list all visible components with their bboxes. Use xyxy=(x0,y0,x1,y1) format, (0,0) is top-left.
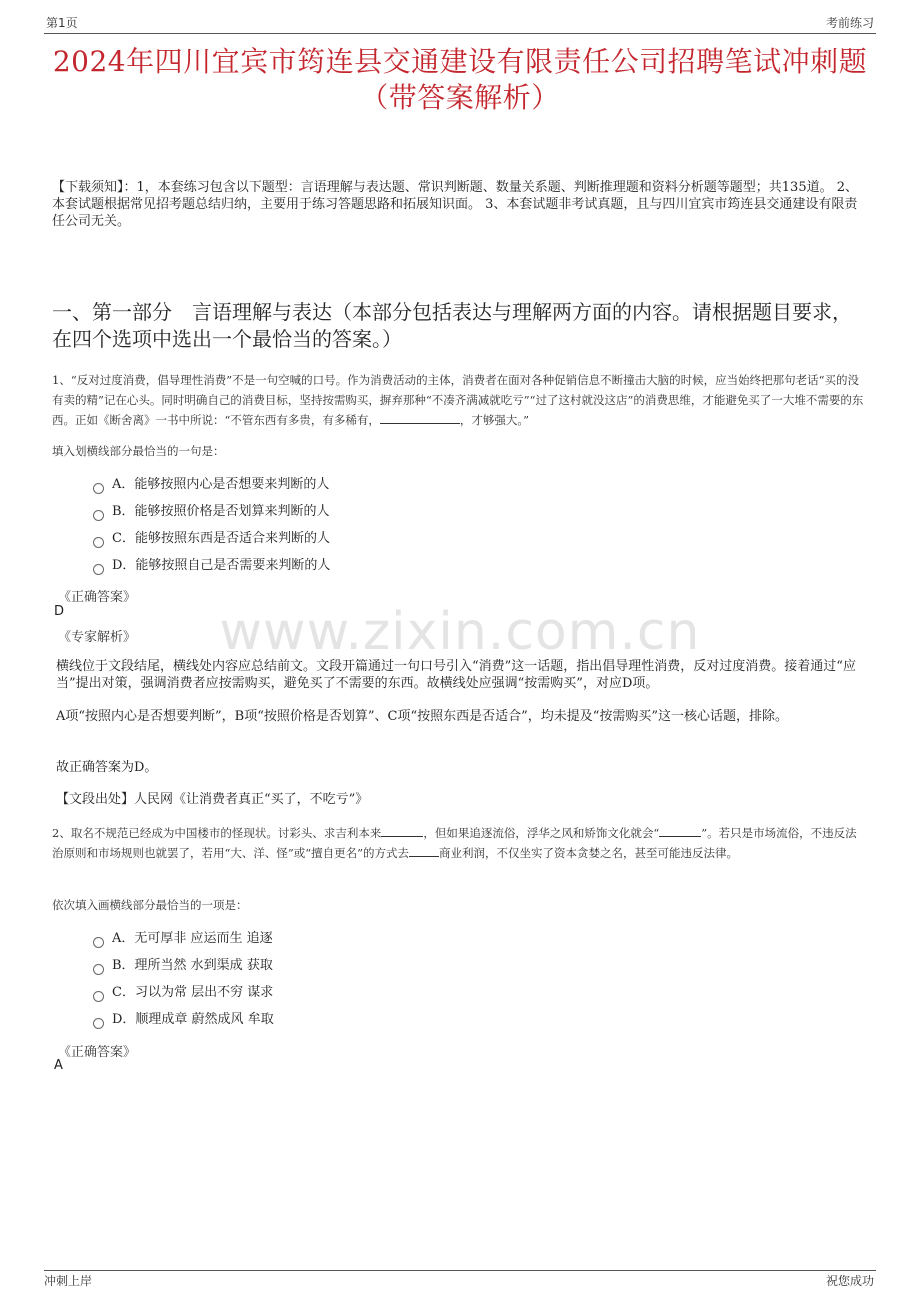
watermark: www.zixin.com.cn xyxy=(219,602,701,662)
fill-blank xyxy=(409,844,439,857)
radio-icon[interactable] xyxy=(93,937,104,948)
footer-left: 冲刺上岸 xyxy=(44,1274,93,1288)
fill-blank xyxy=(380,411,460,424)
answer-label: 《正确答案》 xyxy=(58,1045,137,1060)
radio-icon[interactable] xyxy=(93,537,104,548)
answer-value: D xyxy=(54,604,65,619)
analysis-paragraph: A项“按照内心是否想要判断”，B项“按照价格是否划算”、C项“按照东西是否适合”，均未提及“按需购买”这一核心话题，排除。 xyxy=(56,709,789,724)
footer-rule xyxy=(44,1270,876,1271)
answer-label: 《正确答案》 xyxy=(58,590,137,605)
question-2-option-c[interactable]: C．习以为常 层出不穷 谋求 xyxy=(93,984,273,1002)
question-2-option-b[interactable]: B．理所当然 水到渠成 获取 xyxy=(93,957,273,975)
question-1-option-b[interactable]: B．能够按照价格是否划算来判断的人 xyxy=(93,503,330,521)
fill-blank xyxy=(381,824,423,837)
analysis-label: 《专家解析》 xyxy=(58,630,137,645)
question-2-option-a[interactable]: A．无可厚非 应运而生 追逐 xyxy=(93,930,273,948)
header-rule xyxy=(44,33,876,34)
answer-value: A xyxy=(54,1058,63,1073)
question-2-option-d[interactable]: D．顺理成章 蔚然成风 牟取 xyxy=(93,1011,274,1029)
radio-icon[interactable] xyxy=(93,564,104,575)
footer-right: 祝您成功 xyxy=(825,1274,874,1288)
radio-icon[interactable] xyxy=(93,964,104,975)
download-notice: 【下载须知】：1，本套练习包含以下题型：言语理解与表达题、常识判断题、数量关系题、判断推理题和资料分析题等题型；共135道。 2、本套试题根据常见招考题总结归纳，主要用于练习答题思路和拓展知识面。 3、本套试题非考试真题，且与四川宜宾市筠连县交通建设有限责任公司无关。 xyxy=(52,180,858,229)
question-1-stem: 1、“反对过度消费，倡导理性消费”不是一句空喊的口号。作为消费活动的主体，消费者在面对各种促销信息不断撞击大脑的时候，应当始终把那句老话“买的没有卖的精”记在心头。同时明确自己的消费目标，坚持按需购买，摒弃那种“不凑齐满减就吃亏”“过了这村就没这店”的消费思维，才能避免买了一大堆不需要的东西。正如《断舍离》一书中所说：“不管东西有多贵，有多稀有， ，才够强大。” xyxy=(52,373,864,427)
fill-blank xyxy=(659,824,701,837)
radio-icon[interactable] xyxy=(93,483,104,494)
radio-icon[interactable] xyxy=(93,510,104,521)
section-heading: 一、第一部分 言语理解与表达（本部分包括表达与理解两方面的内容。请根据题目要求，在四个选项中选出一个最恰当的答案。） xyxy=(52,300,852,351)
header-tag: 考前练习 xyxy=(825,16,874,30)
analysis-paragraph: 横线位于文段结尾，横线处内容应总结前文。文段开篇通过一句口号引入“消费”这一话题，指出倡导理性消费，反对过度消费。接着通过“应当”提出对策，强调消费者应按需购买，避免买了不需要的东西。故横线处应强调“按需购买”，对应D项。 xyxy=(56,659,856,691)
question-1-option-a[interactable]: A．能够按照内心是否想要来判断的人 xyxy=(93,476,329,494)
document-title: 2024年四川宜宾市筠连县交通建设有限责任公司招聘笔试冲刺题（带答案解析） xyxy=(52,45,868,114)
radio-icon[interactable] xyxy=(93,991,104,1002)
question-1-option-d[interactable]: D．能够按照自己是否需要来判断的人 xyxy=(93,557,330,575)
radio-icon[interactable] xyxy=(93,1018,104,1029)
page-number: 第1页 xyxy=(46,16,78,30)
question-1-prompt: 填入划横线部分最恰当的一句是： xyxy=(52,444,225,458)
source-citation: 【文段出处】人民网《让消费者真正“买了，不吃亏”》 xyxy=(56,792,369,807)
question-2-stem: 2、取名不规范已经成为中国楼市的怪现状。讨彩头、求吉利本来 ，但如果追逐流俗，浮华之风和矫饰文化就会“ ”。若只是市场流俗，不违反法治原则和市场规则也就罢了，若用“大、洋、怪”或“擅自更名”的方式去 商业利润，不仅坐实了资本贪婪之名，甚至可能违反法律。 xyxy=(52,826,857,860)
question-1-option-c[interactable]: C．能够按照东西是否适合来判断的人 xyxy=(93,530,330,548)
analysis-conclusion: 故正确答案为D。 xyxy=(56,760,158,775)
question-2-prompt: 依次填入画横线部分最恰当的一项是： xyxy=(52,898,248,912)
